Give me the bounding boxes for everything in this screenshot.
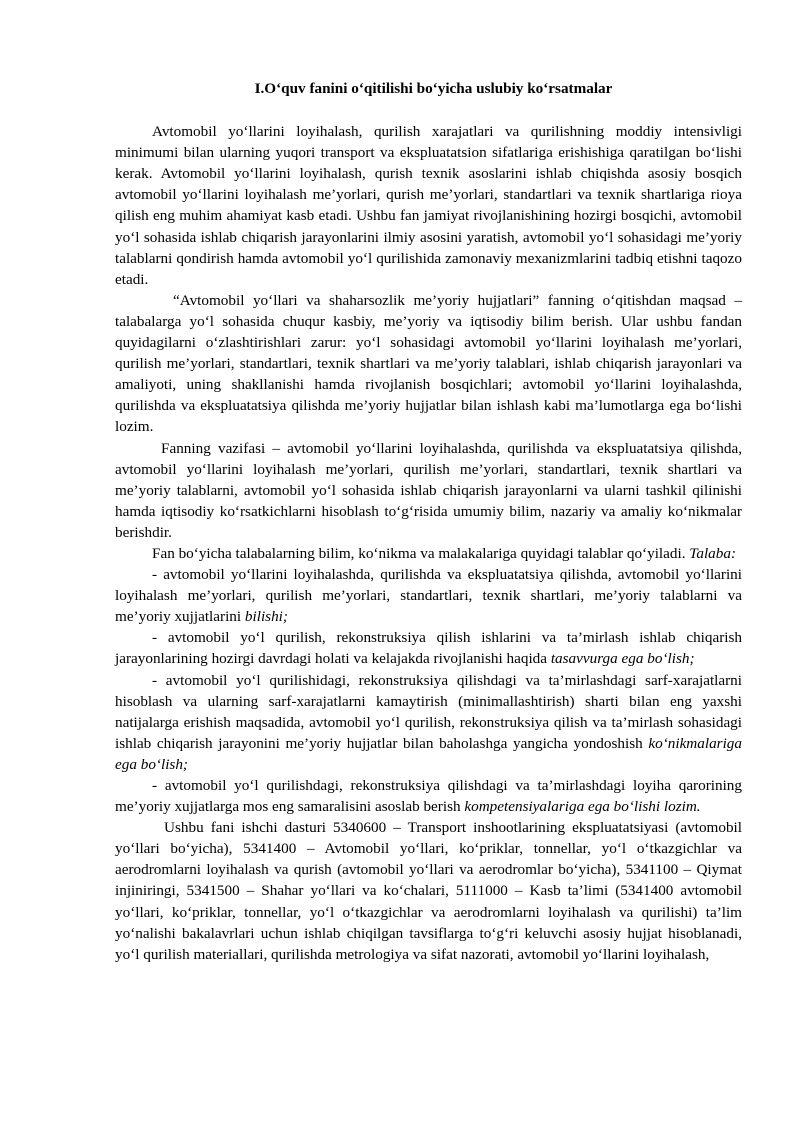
list-item-understand (115, 627, 742, 669)
paragraph-course-goal: “Avtomobil yo‘llari va shaharsozlik me’yoriy hujjatlari” fanning o‘qitishdan maqsad – talabalarga yo‘l sohasida chuqur kasbiy, me’yoriy va iqtisodiy bilim berish. Ular ushbu fandan quyidagilarni o‘zlashtirishlari zarur: yo‘l sohasidagi avtomobil yo‘llarini loyihalash me’yorlari, qurilish me’yorlari, standartlari, texnik shartlari va me’yoriy talablari, ishlab chiqarish jarayonlari va amaliyoti, uning shakllanishi hamda rivojlanish bosqichlari; avtomobil yo‘llarini loyihalashda, qurilishda va ekspluatatsiya qilishda me’yoriy hujjatlar bilan ishlash kabi ma’lumotlarga ega bo‘lishi lozim. (115, 291, 742, 436)
document-page (115, 78, 742, 965)
list-item-skills (115, 670, 742, 775)
list-item-competence (115, 775, 742, 817)
paragraph-program-scope: Ushbu fani ishchi dasturi 5340600 – Transport inshootlarining ekspluatatsiyasi (avtomobil yo‘llari bo‘yicha), 5341400 – Avtomobil yo‘llari, ko‘priklar, tonnellar, yo‘l o‘tkazgichlar va aerodromlarni loyihalash va qurish (avtomobil yo‘llari va aerodromlar bo‘yicha), 5341100 – Qiymat injiniringi, 5341500 – Shahar yo‘llari va ko‘chalari, 5111000 – Kasb ta’limi (5341400 avtomobil yo‘llari, ko‘priklar, tonnellar, yo‘l o‘tkazgichlar va aerodromlarni loyihalash va qurilishi) ta’lim yo‘nalishi bakalavrlari uchun ishlab chiqilgan tavsiflarga to‘g‘ri keluvchi asosiy hujjat hisoblanadi, yo‘l qurilish materiallari, qurilishda metrologiya va sifat nazorati, avtomobil yo‘llarini loyihalash, (115, 819, 742, 963)
list-item-text: - avtomobil yo‘llarini loyihalashda, qurilishda va ekspluatatsiya qilishda, avtomobil yo‘llarini loyihalash me’yorlari, qurilish me’yorlari, standartlari, texnik shartlari, me’yoriy talablarni va me’yoriy xujjatlarini (115, 566, 742, 626)
paragraph-intro: Avtomobil yo‘llarini loyihalash, qurilish xarajatlari va qurilishning moddiy intensivligi minimumi bilan ularning yuqori transport va ekspluatatsion sifatlariga erishishiga qaratilgan bo‘lishi kerak. Avtomobil yo‘llarini loyihalash, qurish texnik asoslarini ishlab chiqishda asosiy bosqich avtomobil yo‘llarini loyihalash me’yorlari, qurish me’yorlari, standartlari va texnik shartlariga rioya qilish eng muhim ahamiyat kasb etadi. Ushbu fan jamiyat rivojlanishining hozirgi bosqichi, avtomobil yo‘l sohasida ishlab chiqarish jarayonlarini ilmiy asosini yaratish, avtomobil yo‘l sohasidagi me’yoriy talablarni qondirish hamda avtomobil yo‘l qurilishida zamonaviy mexanizmlarini tadbiq etishni taqozo etadi. (115, 123, 742, 288)
list-item-emphasis: kompetensiyalariga ega bo‘lishi lozim. (464, 798, 701, 816)
list-item-text: - avtomobil yo‘l qurilish, rekonstruksiya qilish ishlarini va ta’mirlash ishlab chiqarish jarayonlarining hozirgi davrdagi holati va kelajakda rivojlanishi haqida (115, 629, 742, 668)
list-item-emphasis: ko‘nikmalariga ega bo‘lish; (115, 734, 742, 773)
list-item-know (115, 564, 742, 627)
list-item-text: - avtomobil yo‘l qurilishidagi, rekonstruksiya qilishdagi va ta’mirlashdagi sarf-xarajatlarni hisoblash va ularning sarf-xarajatlarni kamaytirish (minimallashtirish) sharti bilan eng yaxshi natijalarga erishish maqsadida, avtomobil yo‘l qurilish, rekonstruksiya qilish va ta’mirlash sohasidagi ishlab chiqarish jarayonini me’yoriy hujjatlar bilan baholashga yangicha yondoshish (115, 671, 742, 752)
list-item-text: - avtomobil yo‘l qurilishdagi, rekonstruksiya qilishdagi va ta’mirlashdagi loyiha qarorining me’yoriy xujjatlarga mos eng samaralisini asoslab berish (115, 777, 742, 816)
requirements-text: Fan bo‘yicha talabalarning bilim, ko‘nikma va malakalariga quyidagi talablar qo‘yiladi. (152, 544, 690, 562)
requirements-emphasis: Talaba: (689, 544, 737, 562)
document-title: I.O‘quv fanini o‘qitilishi bo‘yicha uslubiy ko‘rsatmalar (254, 80, 613, 97)
list-item-emphasis: tasavvurga ega bo‘lish; (550, 650, 695, 668)
list-item-emphasis: bilishi; (244, 608, 288, 626)
paragraph-course-task: Fanning vazifasi – avtomobil yo‘llarini loyihalashda, qurilishda va ekspluatatsiya qilishda, avtomobil yo‘llarini loyihalash me’yorlari, qurilish me’yorlari, standartlari, texnik shartlari va me’yoriy talablarni, avtomobil yo‘l sohasida ishlab chiqarish jarayonlarni va ularni tashkil qilinishi hamda iqtisodiy ko‘rsatkichlarni hisoblash to‘g‘risida umumiy bilim, nazariy va amaliy ko‘nikmalar berishdir. (115, 439, 742, 541)
paragraph-requirements (115, 543, 742, 564)
